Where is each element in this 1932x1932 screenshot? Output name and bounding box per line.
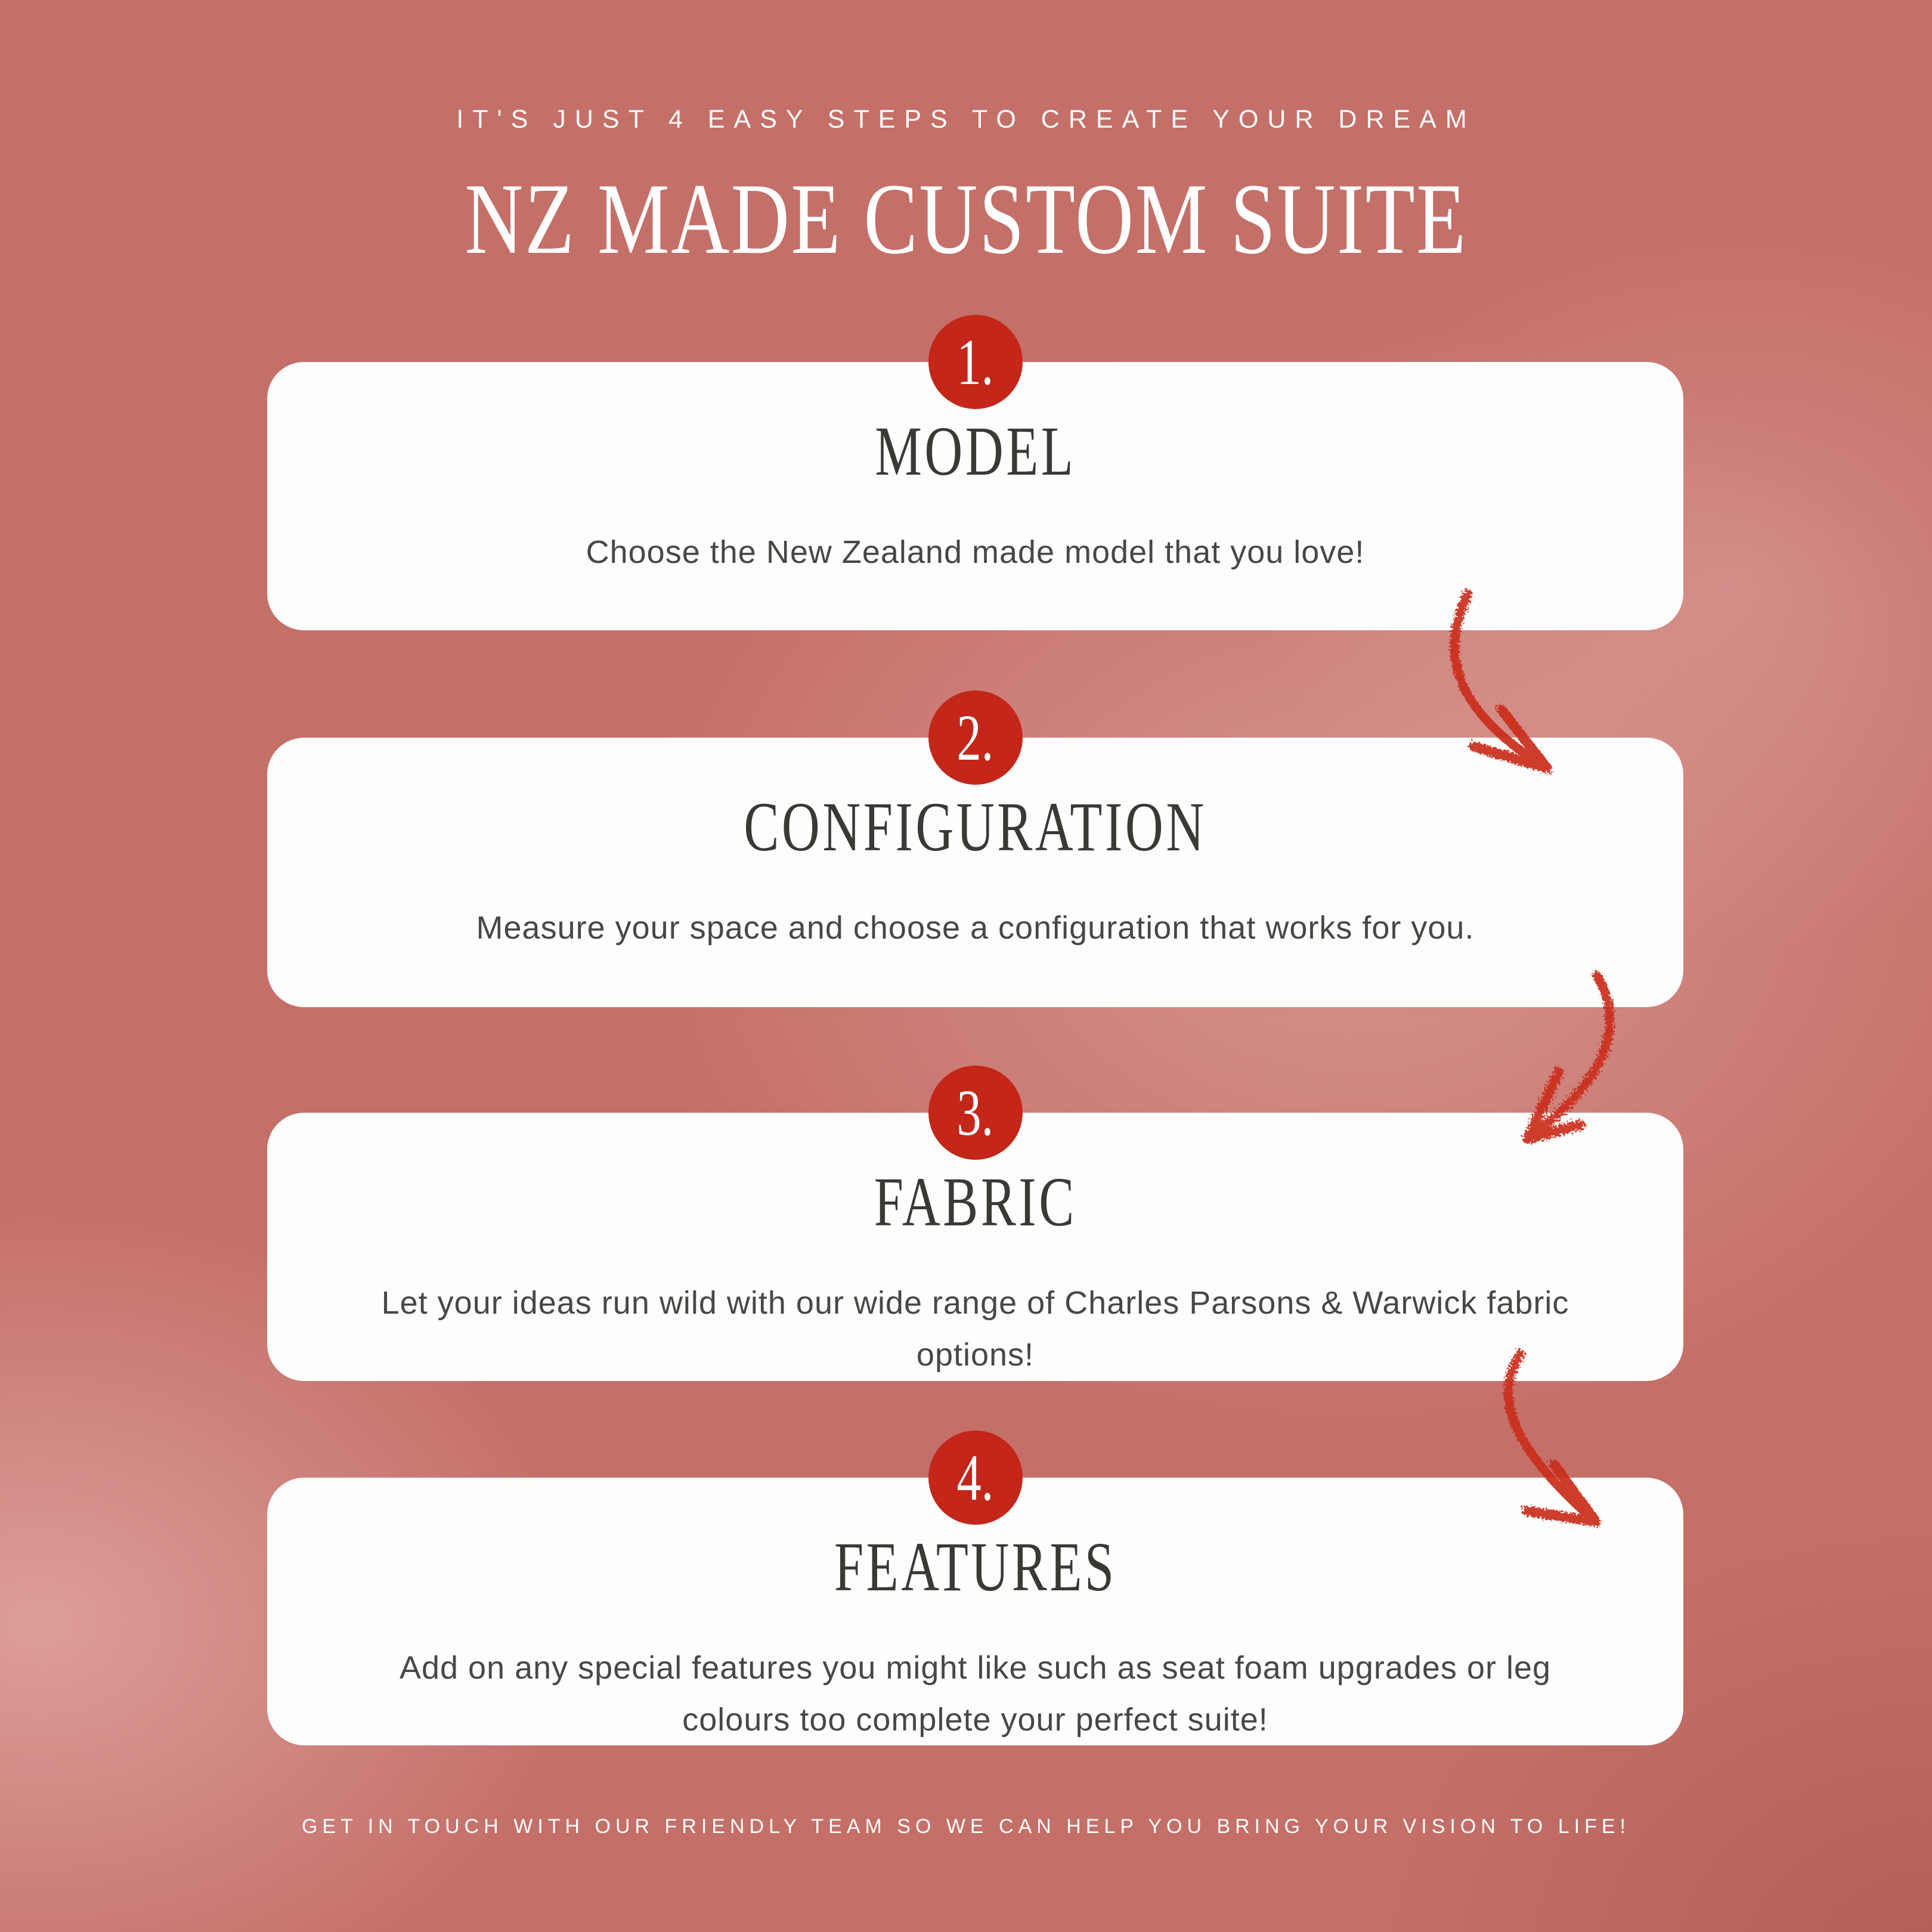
footer-note: GET IN TOUCH WITH OUR FRIENDLY TEAM SO WE CAN HELP YOU BRING YOUR VISION TO LIFE! [301,1815,1631,1838]
step-1-number: 1. [956,326,994,398]
step-3-description: Let your ideas run wild with our wide range of Charles Parsons & Warwick fabric options! [381,1284,1569,1373]
step-card-features [267,1441,1683,1745]
step-4-badge [928,1431,1023,1525]
step-1-badge [928,315,1023,409]
step-4-number: 4. [956,1441,994,1514]
step-2-title: CONFIGURATION [744,788,1207,866]
step-1-description: Choose the New Zealand made model that you love! [586,534,1365,570]
page-title: NZ MADE CUSTOM SUITE [465,163,1467,275]
step-1-title: MODEL [874,412,1076,490]
step-2-description: Measure your space and choose a configuration that works for you. [476,909,1475,946]
eyebrow-text: IT'S JUST 4 EASY STEPS TO CREATE YOUR DREAM [456,105,1476,134]
step-4-title: FEATURES [834,1528,1117,1606]
step-2-badge [928,691,1023,785]
step-card-configuration [267,701,1683,1007]
step-4-description: Add on any special features you might like such as seat foam upgrades or leg colours too complete your perfect suite! [399,1649,1552,1738]
step-3-badge [928,1066,1023,1160]
step-card-fabric [267,1076,1683,1381]
step-3-number: 3. [956,1076,994,1149]
step-2-number: 2. [956,701,994,774]
step-3-title: FABRIC [874,1163,1077,1241]
step-card-model [267,326,1683,630]
